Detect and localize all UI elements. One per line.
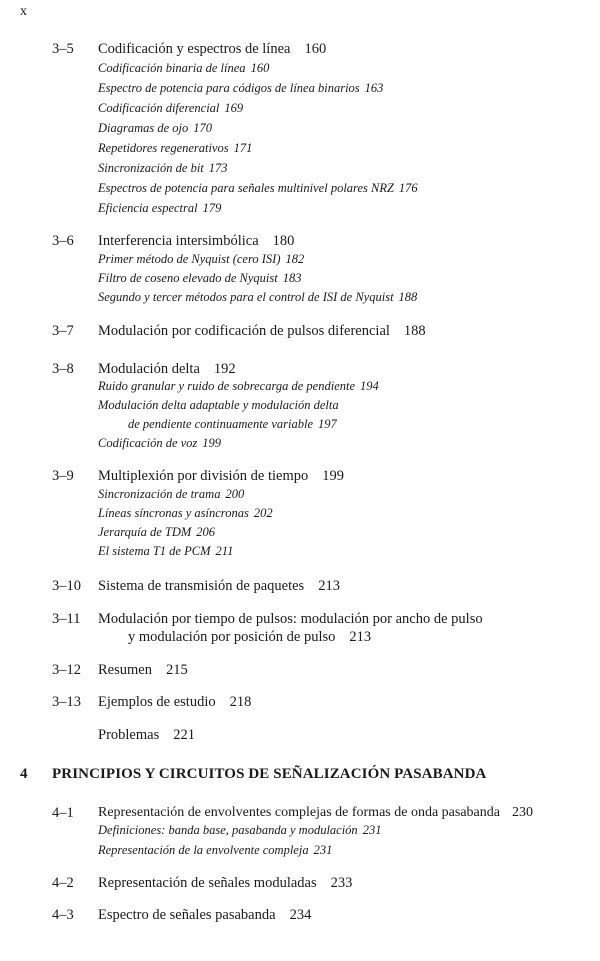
section-page: 215 xyxy=(165,662,188,678)
section-title: Modulación por tiempo de pulsos: modulación por ancho de pulso xyxy=(98,611,483,627)
section-page: 218 xyxy=(229,694,252,710)
subsection: Sincronización de bit 173 xyxy=(98,161,228,175)
section-page: 180 xyxy=(272,233,295,249)
subsection: Filtro de coseno elevado de Nyquist 183 xyxy=(98,271,302,285)
section-number: 4–3 xyxy=(52,907,74,923)
section-title: Espectro de señales pasabanda 234 xyxy=(98,907,312,923)
section-number: 3–9 xyxy=(52,468,74,484)
section-title: Representación de señales moduladas 233 xyxy=(98,875,353,891)
section-title: Problemas 221 xyxy=(98,727,195,743)
section-number: 3–5 xyxy=(52,41,74,57)
subsection: Repetidores regenerativos 171 xyxy=(98,141,253,155)
section-page: 199 xyxy=(322,468,344,484)
subsection: Sincronización de trama 200 xyxy=(98,487,245,501)
section-number: 3–8 xyxy=(52,361,74,377)
section-title: Modulación delta 192 xyxy=(98,361,236,377)
section-number: 4–2 xyxy=(52,875,74,891)
subsection: Espectro de potencia para códigos de línea binarios 163 xyxy=(98,81,384,95)
subsection: Definiciones: banda base, pasabanda y modulación 231 xyxy=(98,823,382,837)
section-title: Resumen 215 xyxy=(98,662,188,678)
section-number: 3–13 xyxy=(52,694,81,710)
subsection: Eficiencia espectral 179 xyxy=(98,201,222,215)
section-page: 160 xyxy=(304,41,327,57)
chapter-number: 4 xyxy=(20,766,28,782)
section-page: 230 xyxy=(511,805,533,820)
section-number: 3–11 xyxy=(52,611,81,627)
section-page: 192 xyxy=(213,361,236,377)
subsection: Ruido granular y ruido de sobrecarga de pendiente 194 xyxy=(98,379,379,393)
subsection: Codificación de voz 199 xyxy=(98,436,222,450)
section-number: 3–7 xyxy=(52,323,74,339)
subsection: Codificación binaria de línea 160 xyxy=(98,61,270,75)
subsection: Espectros de potencia para señales multinivel polares NRZ 176 xyxy=(98,181,418,195)
subsection: Diagramas de ojo 170 xyxy=(98,121,213,135)
section-title: Codificación y espectros de línea 160 xyxy=(98,41,327,57)
section-page: 221 xyxy=(173,727,195,743)
section-page: 213 xyxy=(349,629,372,645)
section-number: 3–12 xyxy=(52,662,81,678)
page-number: x xyxy=(20,4,27,19)
section-title: Representación de envolventes complejas de formas de onda pasabanda 230 xyxy=(98,805,533,820)
section-title: Sistema de transmisión de paquetes 213 xyxy=(98,578,340,594)
section-title: Interferencia intersimbólica 180 xyxy=(98,233,295,249)
section-number: 3–10 xyxy=(52,578,81,594)
subsection: El sistema T1 de PCM 211 xyxy=(98,544,234,558)
subsection: Codificación diferencial 169 xyxy=(98,101,244,115)
section-page: 233 xyxy=(330,875,353,891)
subsection: Modulación delta adaptable y modulación delta xyxy=(98,398,339,412)
section-title-continued: y modulación por posición de pulso 213 xyxy=(128,629,372,645)
section-number: 3–6 xyxy=(52,233,74,249)
subsection: Líneas síncronas y asíncronas 202 xyxy=(98,506,273,520)
subsection-continued: de pendiente continuamente variable 197 xyxy=(128,417,337,431)
section-page: 188 xyxy=(403,323,426,339)
section-title: Multiplexión por división de tiempo 199 xyxy=(98,468,344,484)
subsection: Representación de la envolvente compleja 231 xyxy=(98,843,333,857)
subsection: Primer método de Nyquist (cero ISI) 182 xyxy=(98,252,305,266)
section-page: 213 xyxy=(318,578,340,594)
chapter-title: PRINCIPIOS Y CIRCUITOS DE SEÑALIZACIÓN PASABANDA xyxy=(52,766,487,782)
section-title: Modulación por codificación de pulsos diferencial 188 xyxy=(98,323,426,339)
section-page: 234 xyxy=(289,907,312,923)
subsection: Jerarquía de TDM 206 xyxy=(98,525,216,539)
section-title: Ejemplos de estudio 218 xyxy=(98,694,252,710)
subsection: Segundo y tercer métodos para el control de ISI de Nyquist 188 xyxy=(98,290,418,304)
section-number: 4–1 xyxy=(52,805,74,821)
